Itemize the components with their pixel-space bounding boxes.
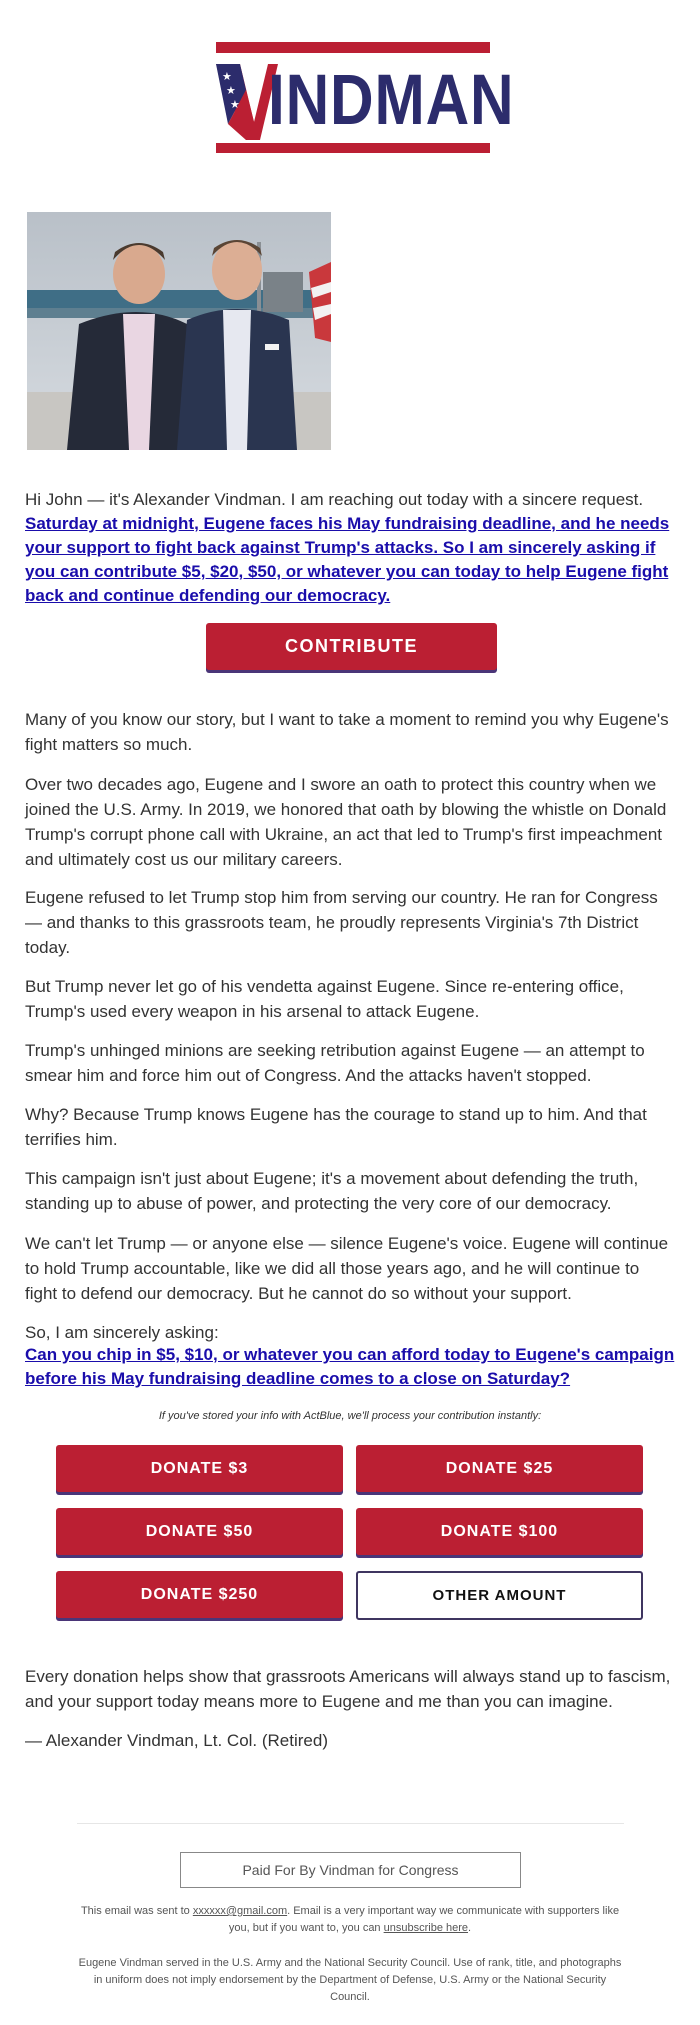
footer-divider xyxy=(77,1823,624,1824)
paragraph-courage: Why? Because Trump knows Eugene has the courage to stand up to him. And that terrifies him. xyxy=(25,1105,647,1149)
signature: — Alexander Vindman, Lt. Col. (Retired) xyxy=(25,1731,328,1750)
footer-disclaimer: Eugene Vindman served in the U.S. Army and the National Security Council. Use of rank, title, and photographs in uniform does not imply endorsement by the Department of Defense, U.S. Army or the National Security Council. xyxy=(78,1957,622,2003)
recipient-email: xxxxxx@gmail.com xyxy=(192,1905,288,1917)
footer-email-notice xyxy=(75,1903,625,1937)
chip-in-link[interactable]: Can you chip in $5, $10, or whatever you can afford today to Eugene's campaign before his May fundraising deadline comes to a close on Saturday? xyxy=(25,1345,675,1388)
paragraph-congress: Eugene refused to let Trump stop him from serving our country. He ran for Congress — and thanks to this grassroots team, he proudly represents Virginia's 7th District today. xyxy=(25,888,658,957)
actblue-note: If you've stored your info with ActBlue, we'll process your contribution instantly: xyxy=(158,1410,542,1422)
other-amount-button[interactable]: OTHER AMOUNT xyxy=(356,1571,643,1620)
intro-text: Hi John — it's Alexander Vindman. I am reaching out today with a sincere request. xyxy=(25,490,644,509)
donate-100-button[interactable]: DONATE $100 xyxy=(356,1508,643,1555)
contribute-button[interactable]: CONTRIBUTE xyxy=(206,623,497,670)
closing-text: Every donation helps show that grassroots Americans will always stand up to fascism, and your support today means more to Eugene and me than you can imagine. xyxy=(25,1667,671,1711)
donate-250-button[interactable]: DONATE $250 xyxy=(56,1571,343,1618)
unsubscribe-link[interactable]: unsubscribe here xyxy=(383,1922,469,1934)
paragraph-vendetta: But Trump never let go of his vendetta against Eugene. Since re-entering office, Trump's used every weapon in his arsenal to attack Eugene. xyxy=(25,977,624,1021)
photo-illustration xyxy=(27,212,331,450)
sent-period: . xyxy=(468,1922,472,1934)
paragraph-minions: Trump's unhinged minions are seeking retribution against Eugene — an attempt to smear him and force him out of Congress. And the attacks haven't stopped. xyxy=(25,1041,645,1085)
paragraph-story: Many of you know our story, but I want to take a moment to remind you why Eugene's fight matters so much. xyxy=(25,710,669,754)
paragraph-voice: We can't let Trump — or anyone else — silence Eugene's voice. Eugene will continue to hold Trump accountable, like we did all those years ago, and he will continue to fight to defend our democracy. But he cannot do so without your support. xyxy=(25,1234,669,1303)
svg-text:★: ★ xyxy=(226,84,236,97)
logo-bottom-bar xyxy=(216,143,490,153)
logo-wordmark: INDMAN xyxy=(268,61,515,140)
donate-50-button[interactable]: DONATE $50 xyxy=(56,1508,343,1555)
paid-for-box: Paid For By Vindman for Congress xyxy=(180,1852,521,1888)
svg-text:★: ★ xyxy=(230,98,240,111)
paragraph-asking: So, I am sincerely asking: xyxy=(25,1323,219,1342)
sent-suffix: . Email is a very important way we communicate with supporters like you, but if you want to, you can xyxy=(228,1905,620,1934)
logo-top-bar xyxy=(216,42,490,53)
vindman-logo[interactable] xyxy=(216,42,515,154)
svg-text:★: ★ xyxy=(222,70,232,83)
hero-photo xyxy=(27,212,331,450)
donate-25-button[interactable]: DONATE $25 xyxy=(356,1445,643,1492)
donate-3-button[interactable]: DONATE $3 xyxy=(56,1445,343,1492)
fundraising-deadline-link[interactable]: Saturday at midnight, Eugene faces his May fundraising deadline, and he needs your support to fight back against Trump's attacks. So I am sincerely asking if you can contribute $5, $20, $50, or whatever you can today to help Eugene fight back and continue defending our democracy. xyxy=(25,514,670,605)
sent-prefix: This email was sent to xyxy=(80,1905,193,1917)
paragraph-oath: Over two decades ago, Eugene and I swore an oath to protect this country when we joined the U.S. Army. In 2019, we honored that oath by blowing the whistle on Donald Trump's corrupt phone call with Ukraine, an act that led to Trump's first impeachment and ultimately cost us our military careers. xyxy=(25,775,667,869)
paragraph-movement: This campaign isn't just about Eugene; it's a movement about defending the truth, standing up to abuse of power, and protecting the very core of our democracy. xyxy=(25,1169,639,1213)
